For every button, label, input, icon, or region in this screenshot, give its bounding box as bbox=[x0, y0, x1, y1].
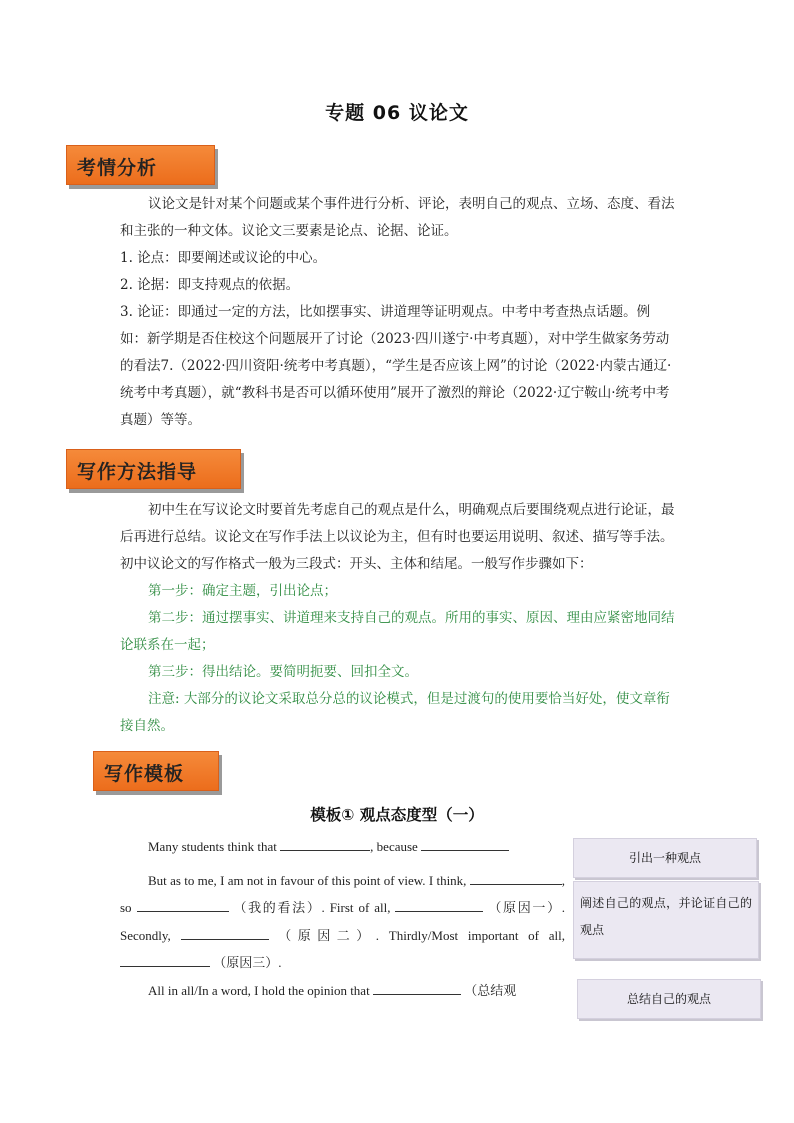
template-text: All in all/In a word, I hold the opinion that bbox=[148, 982, 370, 998]
fill-blank[interactable] bbox=[137, 899, 229, 912]
side-note-intro bbox=[573, 838, 757, 878]
template-text: （原因二）. bbox=[278, 927, 380, 943]
template-text: , so bbox=[120, 872, 565, 915]
template-body bbox=[120, 833, 565, 1004]
method-step-3: 第三步：得出结论。要简明扼要、回扣全文。 bbox=[148, 664, 418, 680]
method-paragraph: 初中生在写议论文时要首先考虑自己的观点是什么，明确观点后要围绕观点进行论证，最后再进行总结。议论文在写作手法上以议论为主，但有时也要运用说明、叙述、描写等手法。初中议论文的写作格式一般为三段式：开头、主体和结尾。一般写作步骤如下： bbox=[120, 502, 675, 572]
template-text: But as to me, I am not in favour of this point of view. I think, bbox=[148, 872, 467, 888]
section-header-analysis bbox=[66, 145, 215, 185]
fill-blank[interactable] bbox=[395, 899, 483, 912]
fill-blank[interactable] bbox=[373, 982, 461, 995]
page-title: 专题 06 议论文 bbox=[325, 102, 469, 124]
template-text: （我的看法）. First of all, bbox=[233, 900, 391, 915]
section-header-template bbox=[93, 751, 219, 791]
template-line-3 bbox=[120, 977, 565, 1005]
fill-blank[interactable] bbox=[120, 954, 210, 967]
side-note-text: 引出一种观点 bbox=[628, 851, 701, 865]
fill-blank[interactable] bbox=[181, 927, 269, 940]
side-note-text: 总结自己的观点 bbox=[626, 992, 711, 1006]
fill-blank[interactable] bbox=[280, 838, 370, 851]
template-text: （总结观 bbox=[464, 982, 517, 998]
template-text: （原因三）. bbox=[213, 955, 282, 970]
analysis-point-2: 2. 论据：即支持观点的依据。 bbox=[120, 277, 300, 293]
template-text: （原因一）. Secondly, bbox=[120, 900, 566, 943]
side-note-argue bbox=[573, 881, 759, 959]
template-line-2 bbox=[120, 867, 565, 977]
method-note: 注意: 大部分的议论文采取总分总的议论模式，但是过渡句的使用要恰当好处，使文章衔接自然。 bbox=[120, 691, 670, 734]
side-note-text: 阐述自己的观点，并论证自己的观点 bbox=[580, 896, 752, 937]
method-block bbox=[120, 497, 676, 740]
template-text: Many students think that bbox=[148, 839, 277, 854]
side-note-summary bbox=[577, 979, 761, 1019]
fill-blank[interactable] bbox=[421, 838, 509, 851]
analysis-point-1: 1. 论点：即要阐述或议论的中心。 bbox=[120, 250, 327, 266]
section-header-label: 写作方法指导 bbox=[77, 461, 198, 483]
method-step-1: 第一步：确定主题，引出论点； bbox=[148, 583, 337, 599]
template-title: 模板① 观点态度型（一） bbox=[310, 806, 484, 824]
fill-blank[interactable] bbox=[470, 872, 562, 885]
analysis-point-3: 3. 论证：即通过一定的方法，比如摆事实、讲道理等证明观点。中考中考查热点话题。例如：新学期是否住校这个问题展开了讨论（2023·四川遂宁·中考真题），对中学生做家务劳动的看法7.（2022·四川资阳·统考中考真题），“学生是否应该上网”的讨论（2022·内蒙古通辽·统考中考真题），就“教科书是否可以循环使用”展开了激烈的辩论（2022·辽宁鞍山·统考中考真题）等等。 bbox=[120, 304, 672, 428]
analysis-paragraph: 议论文是针对某个问题或某个事件进行分析、评论，表明自己的观点、立场、态度、看法和主张的一种文体。议论文三要素是论点、论据、论证。 bbox=[120, 196, 675, 239]
section-header-method bbox=[66, 449, 241, 489]
template-text: , because bbox=[370, 839, 418, 854]
analysis-block bbox=[120, 191, 676, 434]
template-text: Thirdly/Most important of all, bbox=[388, 927, 565, 943]
template-line-1 bbox=[120, 833, 565, 861]
method-step-2: 第二步：通过摆事实、讲道理来支持自己的观点。所用的事实、原因、理由应紧密地同结论联系在一起； bbox=[120, 610, 675, 653]
section-header-label: 写作模板 bbox=[104, 763, 185, 785]
section-header-label: 考情分析 bbox=[77, 157, 158, 179]
